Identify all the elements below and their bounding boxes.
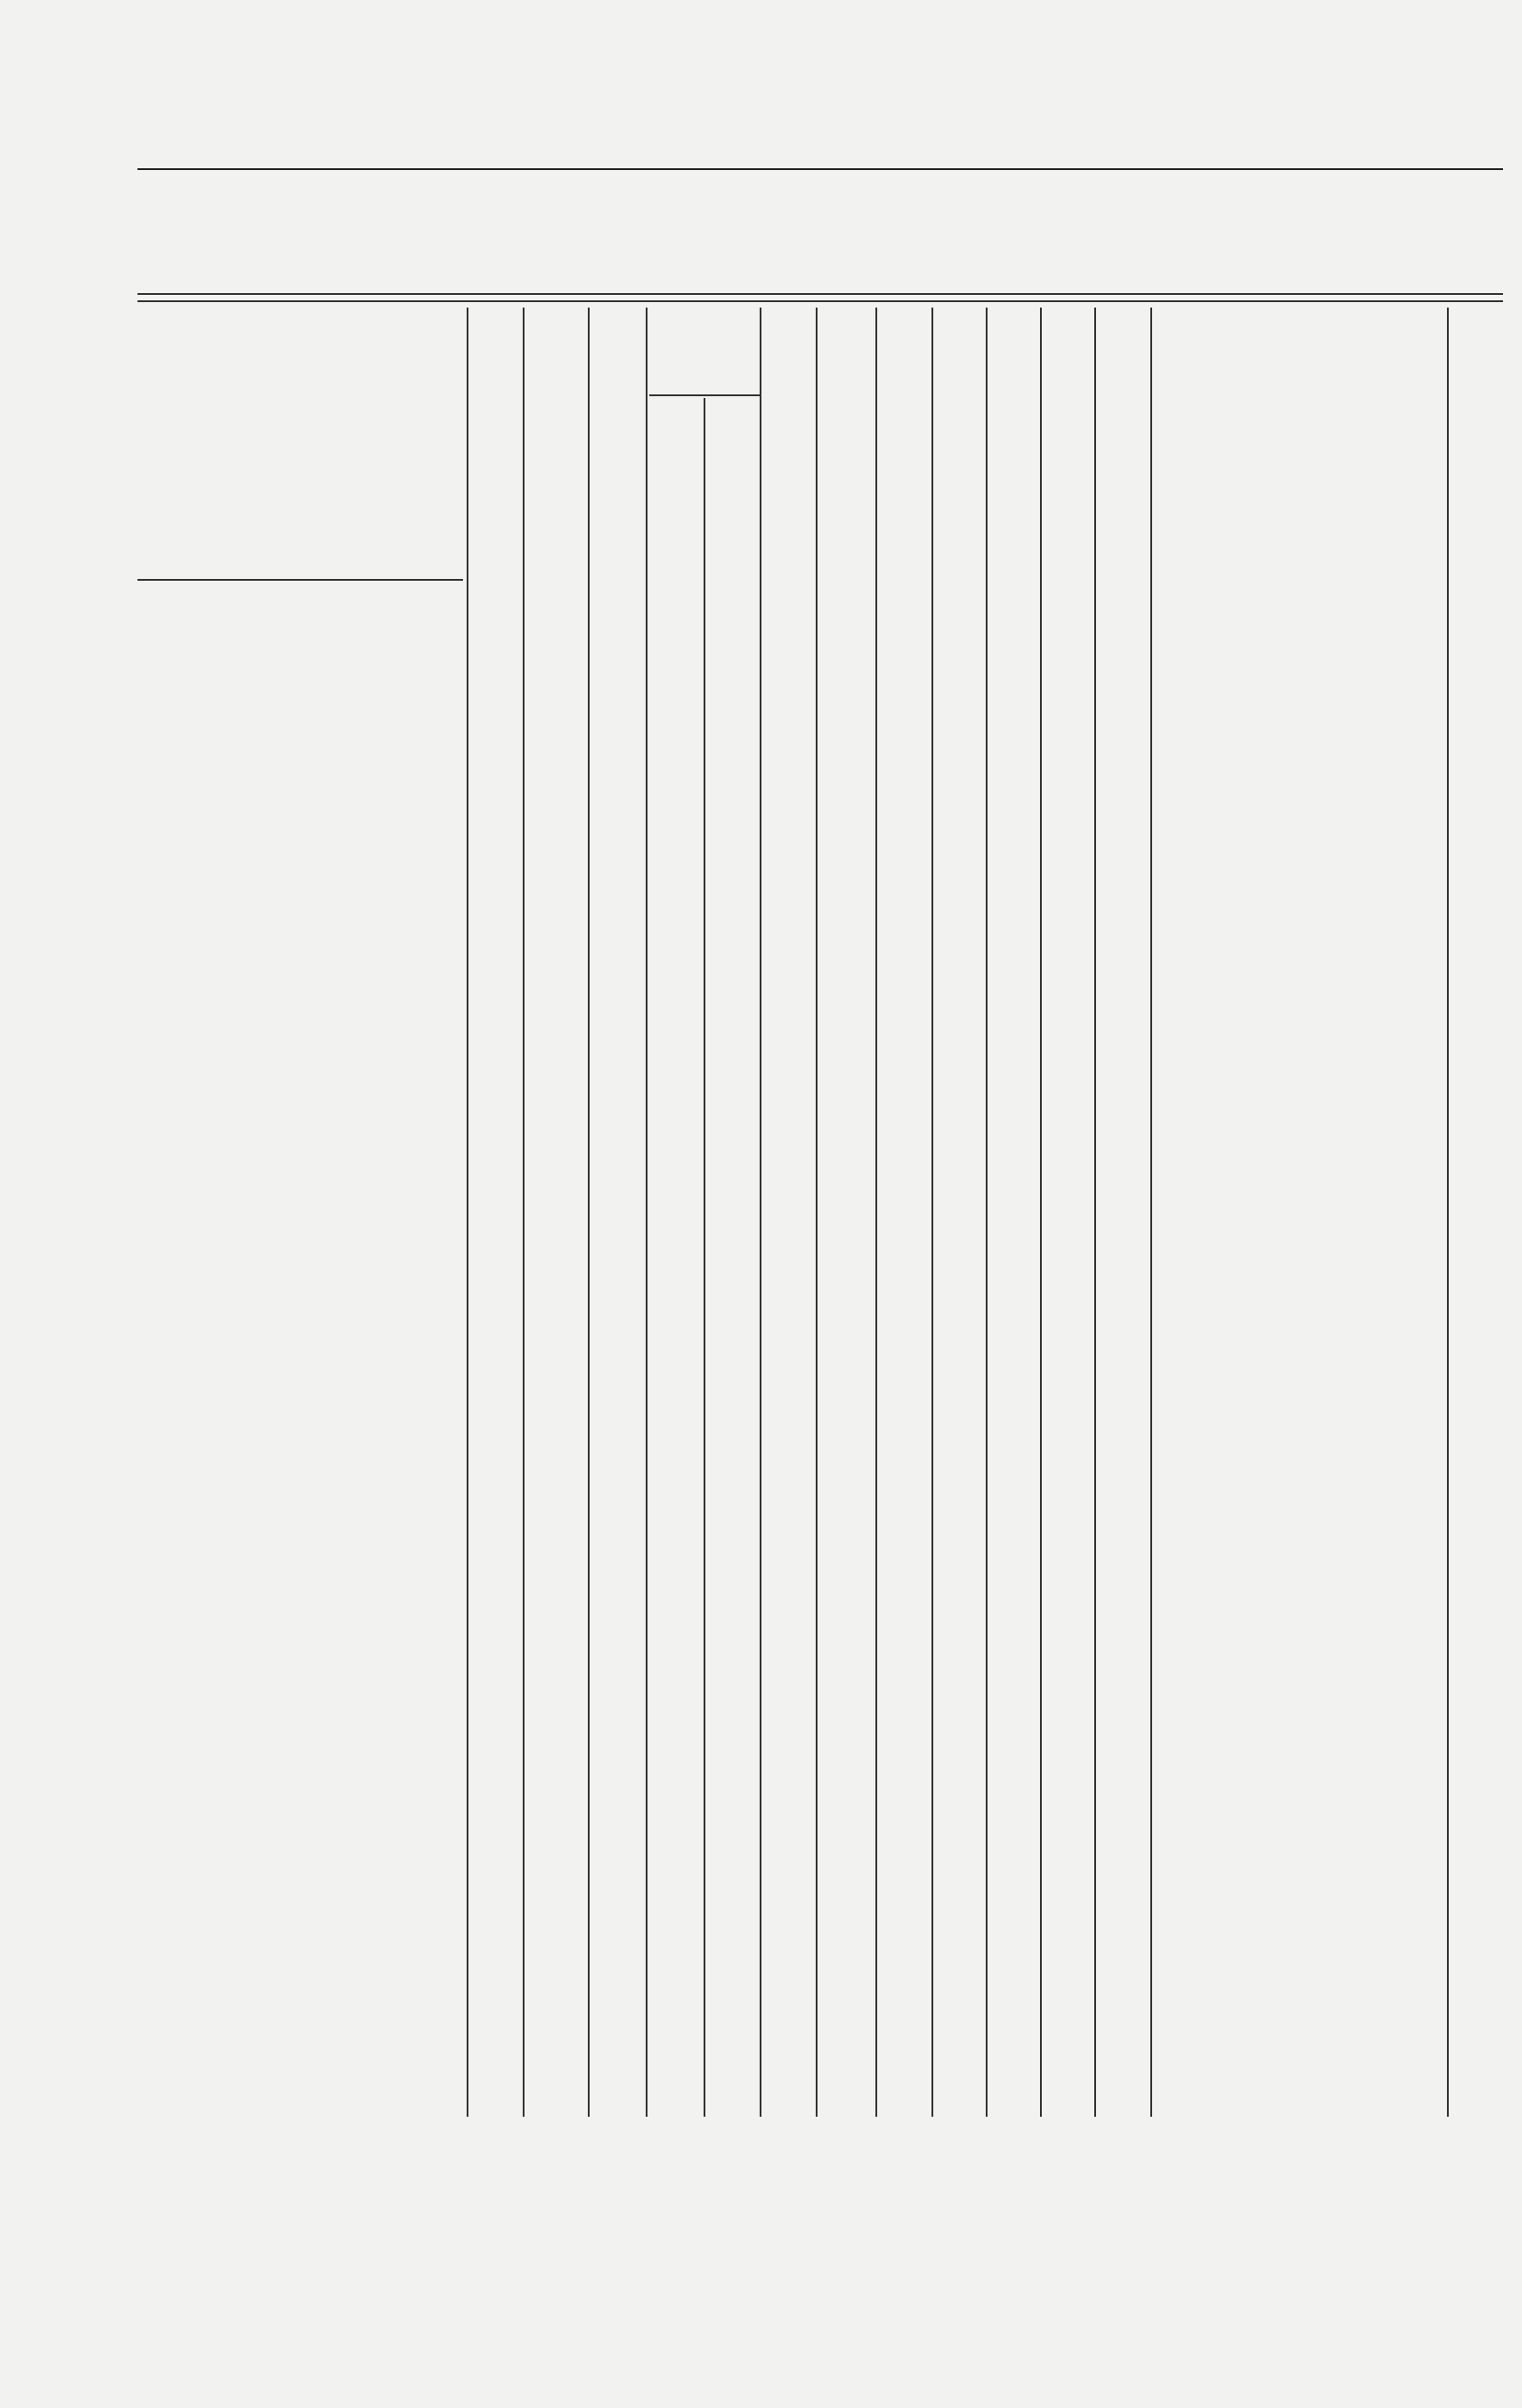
table-top-rule-2	[137, 300, 1503, 302]
col-divider	[467, 308, 468, 2117]
enrolled-rule	[649, 394, 760, 396]
col-divider	[875, 308, 877, 2117]
col-divider	[986, 308, 988, 2117]
col-divider	[646, 308, 648, 2117]
col-divider	[931, 308, 933, 2117]
col-divider	[1447, 308, 1449, 2117]
col-divider	[760, 308, 761, 2117]
col-divider	[816, 308, 818, 2117]
col-divider	[588, 308, 590, 2117]
teacher-header-rule	[137, 579, 463, 581]
col-divider	[1094, 308, 1096, 2117]
table-top-rule	[137, 293, 1503, 295]
col-divider	[523, 308, 525, 2117]
col-divider	[704, 398, 705, 2117]
header-rule	[137, 168, 1503, 170]
col-divider	[1150, 308, 1152, 2117]
col-divider	[1040, 308, 1042, 2117]
